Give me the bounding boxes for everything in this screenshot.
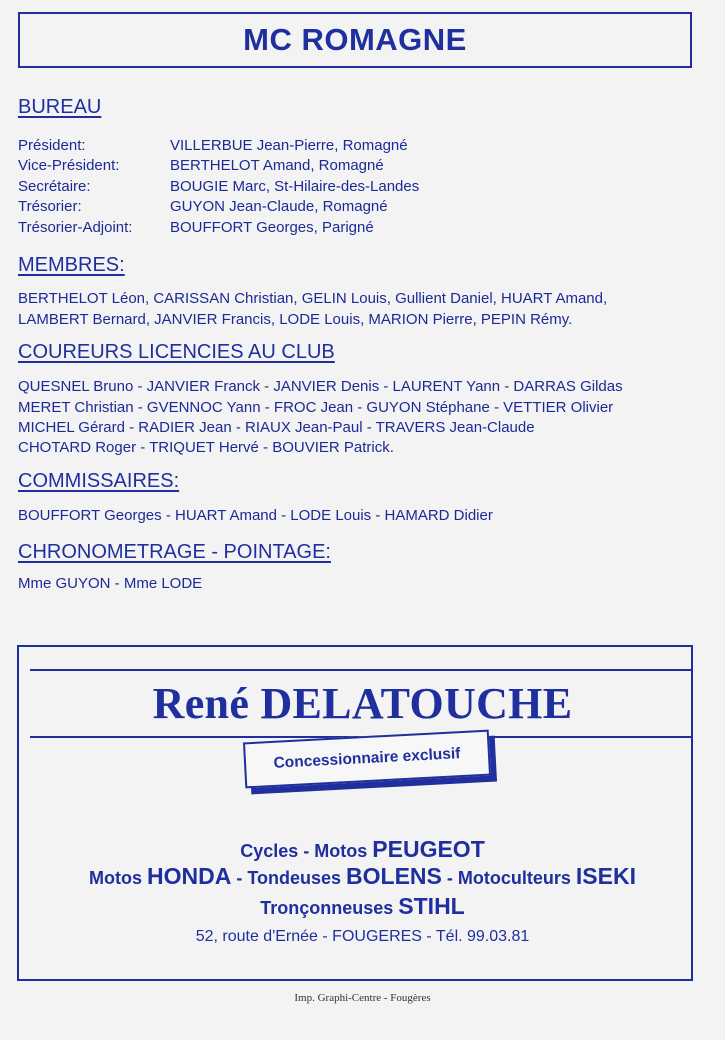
ad-address: 52, route d'Ernée - FOUGERES - Tél. 99.03.81 (195, 928, 530, 945)
membres-heading: MEMBRES: (18, 254, 125, 276)
ad-line-peugeot (0, 836, 725, 863)
bureau-name: VILLERBUE Jean-Pierre, Romagné (170, 137, 408, 154)
coureurs-heading: COUREURS LICENCIES AU CLUB (18, 341, 335, 363)
ad-brand-honda: HONDA (147, 863, 232, 889)
bureau-name: BERTHELOT Amand, Romagné (170, 157, 384, 174)
page-title: MC ROMAGNE (243, 22, 467, 57)
ad-brand-peugeot: PEUGEOT (372, 836, 485, 862)
ad-text: Tronçonneuses (260, 898, 399, 918)
commissaires-heading: COMMISSAIRES: (18, 470, 180, 492)
ad-text: - Tondeuses (231, 868, 347, 888)
bureau-name: BOUFFORT Georges, Parigné (170, 219, 374, 236)
bureau-role: Trésorier-Adjoint: (18, 219, 133, 236)
bureau-role: Trésorier: (18, 198, 82, 215)
ad-text: Cycles - Motos (240, 841, 373, 861)
bureau-role: Vice-Président: (18, 157, 120, 174)
coureurs-line: MICHEL Gérard - RADIER Jean - RIAUX Jean-Paul - TRAVERS Jean-Claude (18, 419, 535, 436)
coureurs-line: MERET Christian - GVENNOC Yann - FROC Jean - GUYON Stéphane - VETTIER Olivier (18, 399, 614, 416)
coureurs-line: QUESNEL Bruno - JANVIER Franck - JANVIER Denis - LAURENT Yann - DARRAS Gildas (18, 378, 623, 395)
membres-line: LAMBERT Bernard, JANVIER Francis, LODE Louis, MARION Pierre, PEPIN Rémy. (18, 311, 573, 328)
bureau-name: GUYON Jean-Claude, Romagné (170, 198, 388, 215)
ad-line-brands (0, 863, 725, 890)
bureau-name: BOUGIE Marc, St-Hilaire-des-Landes (170, 178, 420, 195)
dealer-badge-text: Concessionnaire exclusif (273, 745, 461, 772)
bureau-role: Secrétaire: (18, 178, 91, 195)
commissaires-line: BOUFFORT Georges - HUART Amand - LODE Louis - HAMARD Didier (18, 507, 493, 524)
membres-line: BERTHELOT Léon, CARISSAN Christian, GELIN Louis, Gullient Daniel, HUART Amand, (18, 290, 608, 307)
bureau-heading: BUREAU (18, 96, 102, 118)
coureurs-line: CHOTARD Roger - TRIQUET Hervé - BOUVIER Patrick. (18, 439, 394, 456)
ad-top-rule (30, 669, 692, 671)
printer-credit: Imp. Graphi-Centre - Fougères (294, 992, 431, 1004)
ad-text: Motos (89, 868, 148, 888)
bureau-role: Président: (18, 137, 86, 154)
chrono-heading: CHRONOMETRAGE - POINTAGE: (18, 541, 331, 563)
title-box (18, 12, 692, 68)
ad-company-name: René DELATOUCHE (152, 679, 573, 728)
ad-text: - Motoculteurs (441, 868, 576, 888)
chrono-line: Mme GUYON - Mme LODE (18, 575, 203, 592)
ad-brand-stihl: STIHL (398, 893, 465, 919)
ad-brand-iseki: ISEKI (575, 863, 636, 889)
ad-line-stihl (0, 893, 725, 920)
ad-brand-bolens: BOLENS (346, 863, 442, 889)
